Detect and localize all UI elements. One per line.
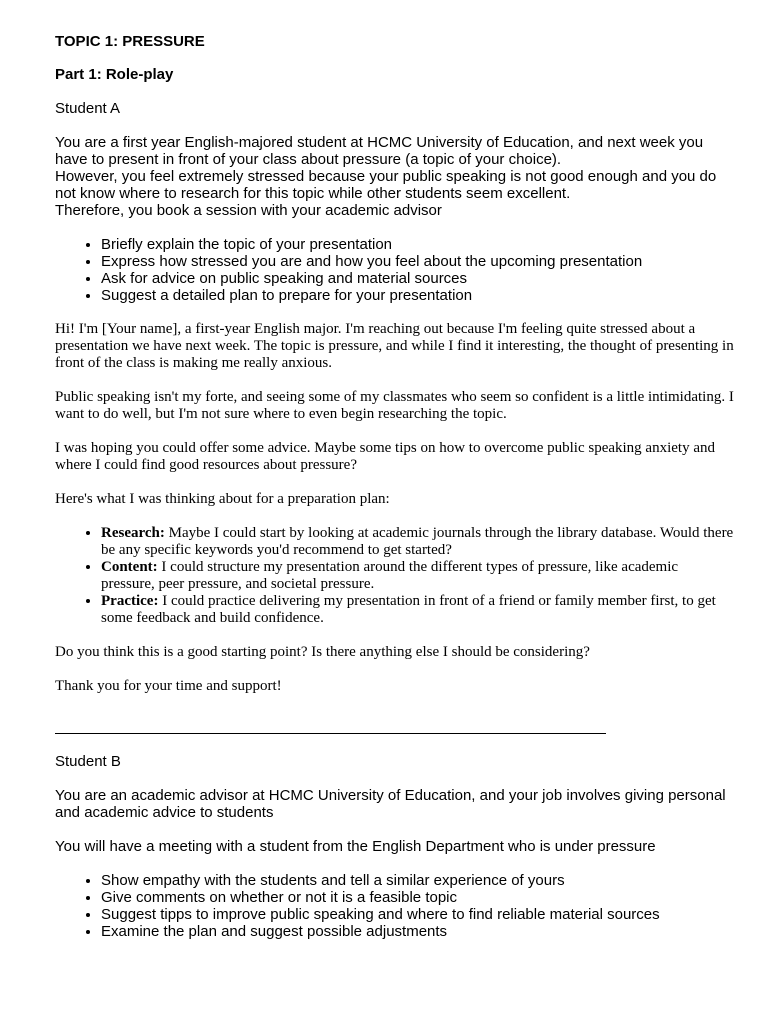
list-item: • Suggest tipps to improve public speaking and where to find reliable material sources bbox=[101, 906, 735, 923]
list-item: • Give comments on whether or not it is a feasible topic bbox=[101, 889, 735, 906]
student-a-brief bbox=[55, 134, 735, 219]
student-b-task-list bbox=[55, 872, 735, 940]
plan-label: Content: bbox=[101, 559, 158, 575]
list-item: • Suggest a detailed plan to prepare for your presentation bbox=[101, 287, 735, 304]
plan-list bbox=[55, 525, 735, 627]
list-item: • Express how stressed you are and how you feel about the upcoming presentation bbox=[101, 253, 735, 270]
plan-label: Research: bbox=[101, 525, 165, 541]
student-a-label: Student A bbox=[55, 100, 121, 117]
response-paragraph-3: I was hoping you could offer some advice. Maybe some tips on how to overcome public speaking anxiety and where I could find good resources about pressure? bbox=[55, 440, 715, 473]
document-page bbox=[55, 33, 735, 940]
response-paragraph-2: Public speaking isn't my forte, and seeing some of my classmates who seem so confident is a little intimidating. I want to do well, but I'm not sure where to even begin researching the topic. bbox=[55, 389, 734, 422]
list-item: • Ask for advice on public speaking and material sources bbox=[101, 270, 735, 287]
plan-text: I could practice delivering my presentation in front of a friend or family member first, to get some feedback and build confidence. bbox=[101, 593, 716, 626]
list-item: • Examine the plan and suggest possible adjustments bbox=[101, 923, 735, 940]
response-thanks: Thank you for your time and support! bbox=[55, 678, 282, 694]
student-a-brief-line: You are a first year English-majored student at HCMC University of Education, and next week you have to present in front of your class about pressure (a topic of your choice). bbox=[55, 134, 704, 168]
student-a-task-list bbox=[55, 236, 735, 304]
student-b-label: Student B bbox=[55, 753, 121, 770]
student-a-brief-line: However, you feel extremely stressed because your public speaking is not good enough and you do not know where to research for this topic while other students seem excellent. bbox=[55, 168, 717, 202]
student-b-meeting: You will have a meeting with a student from the English Department who is under pressure bbox=[55, 838, 656, 855]
plan-item-content bbox=[101, 559, 735, 593]
section-divider bbox=[55, 733, 606, 734]
response-question: Do you think this is a good starting point? Is there anything else I should be considering? bbox=[55, 644, 590, 660]
topic-title: TOPIC 1: PRESSURE bbox=[55, 33, 205, 50]
response-paragraph-1: Hi! I'm [Your name], a first-year English major. I'm reaching out because I'm feeling quite stressed about a presentation we have next week. The topic is pressure, and while I find it interesting, the thought of presenting in front of the class is making me really anxious. bbox=[55, 321, 734, 371]
student-a-brief-line: Therefore, you book a session with your academic advisor bbox=[55, 202, 442, 219]
list-item: • Show empathy with the students and tell a similar experience of yours bbox=[101, 872, 735, 889]
plan-item-research bbox=[101, 525, 735, 559]
part-title: Part 1: Role-play bbox=[55, 66, 174, 83]
student-b-brief: You are an academic advisor at HCMC University of Education, and your job involves giving personal and academic advice to students bbox=[55, 787, 726, 821]
plan-item-practice bbox=[101, 593, 735, 627]
plan-intro: Here's what I was thinking about for a preparation plan: bbox=[55, 491, 390, 507]
plan-text: I could structure my presentation around the different types of pressure, like academic pressure, peer pressure, and societal pressure. bbox=[101, 559, 679, 592]
plan-label: Practice: bbox=[101, 593, 159, 609]
list-item: • Briefly explain the topic of your presentation bbox=[101, 236, 735, 253]
plan-text: Maybe I could start by looking at academic journals through the library database. Would there be any specific keywords you'd recommend to get started? bbox=[101, 525, 734, 558]
